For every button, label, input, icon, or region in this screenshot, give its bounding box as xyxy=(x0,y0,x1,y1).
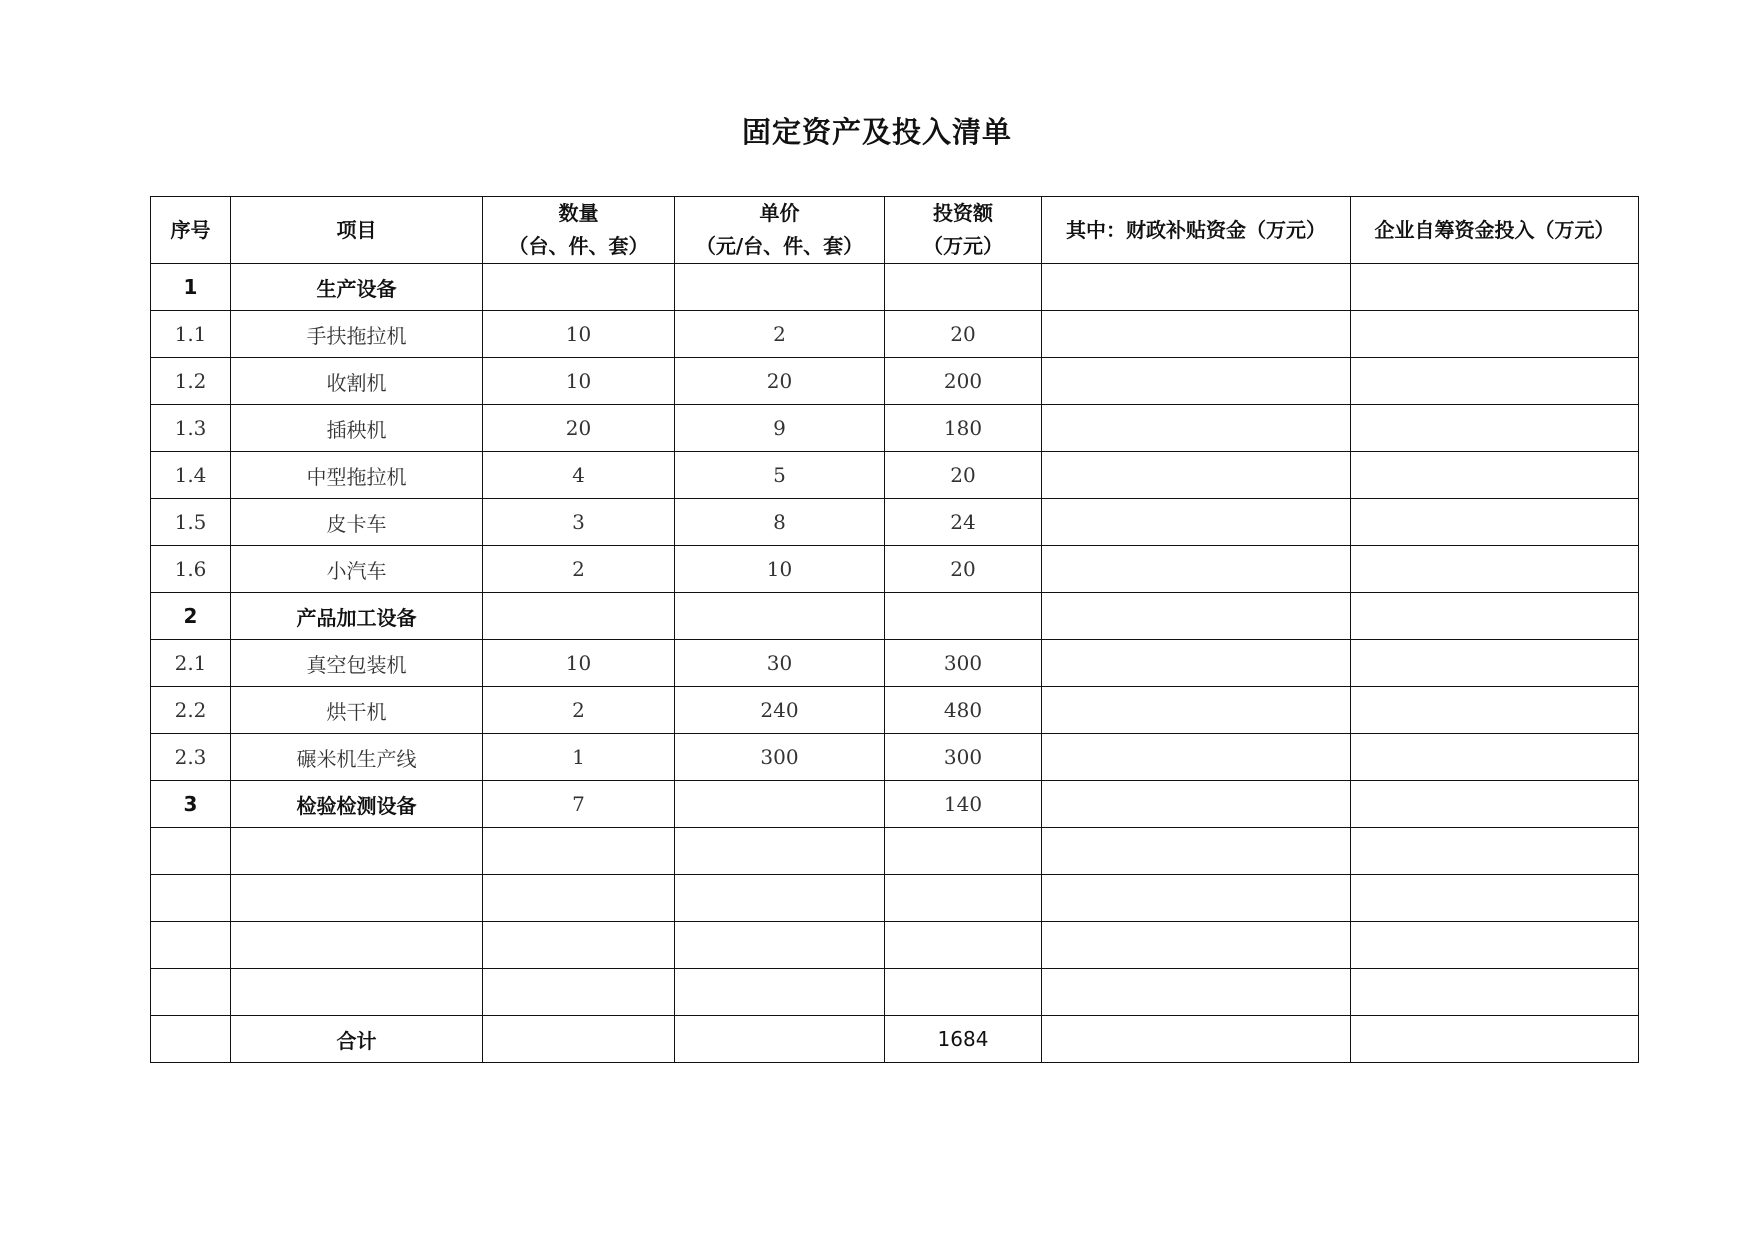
cell-price xyxy=(675,593,885,640)
cell-subsidy xyxy=(1042,640,1351,687)
cell-qty xyxy=(483,922,675,969)
cell-invest xyxy=(885,593,1042,640)
cell-price xyxy=(675,922,885,969)
cell-price: 8 xyxy=(675,499,885,546)
cell-seq: 2.3 xyxy=(151,734,231,781)
cell-subsidy xyxy=(1042,405,1351,452)
header-seq: 序号 xyxy=(151,197,231,264)
cell-invest xyxy=(885,922,1042,969)
cell-subsidy xyxy=(1042,499,1351,546)
cell-self-funded xyxy=(1351,828,1639,875)
cell-subsidy xyxy=(1042,922,1351,969)
cell-subsidy xyxy=(1042,734,1351,781)
cell-self-funded xyxy=(1351,969,1639,1016)
cell-price xyxy=(675,828,885,875)
cell-self-funded xyxy=(1351,640,1639,687)
cell-self-funded xyxy=(1351,734,1639,781)
cell-invest: 24 xyxy=(885,499,1042,546)
cell-seq: 1.4 xyxy=(151,452,231,499)
cell-qty: 3 xyxy=(483,499,675,546)
cell-self-funded xyxy=(1351,875,1639,922)
table-row xyxy=(151,734,1639,781)
header-invest-line2: （万元） xyxy=(923,234,1003,258)
cell-item: 中型拖拉机 xyxy=(231,452,483,499)
cell-item xyxy=(231,828,483,875)
asset-table xyxy=(150,196,1639,1063)
cell-self-funded xyxy=(1351,593,1639,640)
cell-invest: 300 xyxy=(885,640,1042,687)
cell-self-funded xyxy=(1351,687,1639,734)
cell-seq: 1.6 xyxy=(151,546,231,593)
cell-subsidy xyxy=(1042,828,1351,875)
cell-invest: 180 xyxy=(885,405,1042,452)
cell-seq: 1.2 xyxy=(151,358,231,405)
header-price-line2: （元/台、件、套） xyxy=(695,234,864,258)
cell-self-funded xyxy=(1351,264,1639,311)
cell-qty: 2 xyxy=(483,687,675,734)
table-row xyxy=(151,969,1639,1016)
cell-item xyxy=(231,875,483,922)
table-row xyxy=(151,640,1639,687)
cell-invest: 20 xyxy=(885,546,1042,593)
header-qty-line1: 数量 xyxy=(558,201,599,225)
cell-self-funded xyxy=(1351,546,1639,593)
cell-item: 真空包装机 xyxy=(231,640,483,687)
cell-item xyxy=(231,922,483,969)
cell-item: 产品加工设备 xyxy=(231,593,483,640)
table-row xyxy=(151,264,1639,311)
cell-qty xyxy=(483,875,675,922)
table-row xyxy=(151,499,1639,546)
header-invest-line1: 投资额 xyxy=(933,201,993,225)
table-row xyxy=(151,922,1639,969)
table-row xyxy=(151,828,1639,875)
cell-qty xyxy=(483,593,675,640)
cell-subsidy xyxy=(1042,311,1351,358)
cell-price: 30 xyxy=(675,640,885,687)
cell-item: 烘干机 xyxy=(231,687,483,734)
table-row xyxy=(151,358,1639,405)
cell-self-funded xyxy=(1351,452,1639,499)
document-title: 固定资产及投入清单 xyxy=(741,115,1012,149)
cell-invest: 140 xyxy=(885,781,1042,828)
table-row xyxy=(151,781,1639,828)
cell-seq: 1.3 xyxy=(151,405,231,452)
header-price-line1: 单价 xyxy=(759,201,800,225)
cell-item: 检验检测设备 xyxy=(231,781,483,828)
total-price-cell xyxy=(675,1016,885,1063)
cell-qty: 4 xyxy=(483,452,675,499)
total-self-funded-cell xyxy=(1351,1016,1639,1063)
cell-self-funded xyxy=(1351,358,1639,405)
cell-qty: 10 xyxy=(483,640,675,687)
cell-item: 收割机 xyxy=(231,358,483,405)
cell-qty: 7 xyxy=(483,781,675,828)
cell-invest xyxy=(885,264,1042,311)
cell-price: 300 xyxy=(675,734,885,781)
cell-self-funded xyxy=(1351,781,1639,828)
cell-subsidy xyxy=(1042,546,1351,593)
header-item: 项目 xyxy=(231,197,483,264)
cell-qty: 20 xyxy=(483,405,675,452)
table-row xyxy=(151,687,1639,734)
cell-subsidy xyxy=(1042,593,1351,640)
total-label: 合计 xyxy=(231,1016,483,1063)
cell-item: 碾米机生产线 xyxy=(231,734,483,781)
total-row xyxy=(151,1016,1639,1063)
cell-subsidy xyxy=(1042,875,1351,922)
cell-seq: 2.2 xyxy=(151,687,231,734)
cell-self-funded xyxy=(1351,922,1639,969)
cell-seq: 2 xyxy=(151,593,231,640)
table-row xyxy=(151,593,1639,640)
header-qty-line2: （台、件、套） xyxy=(508,234,649,258)
cell-invest: 200 xyxy=(885,358,1042,405)
cell-price xyxy=(675,264,885,311)
cell-seq xyxy=(151,875,231,922)
cell-item: 皮卡车 xyxy=(231,499,483,546)
cell-self-funded xyxy=(1351,405,1639,452)
cell-subsidy xyxy=(1042,452,1351,499)
cell-self-funded xyxy=(1351,499,1639,546)
header-qty xyxy=(483,197,675,264)
cell-seq: 1 xyxy=(151,264,231,311)
cell-invest xyxy=(885,875,1042,922)
cell-qty xyxy=(483,969,675,1016)
cell-seq: 3 xyxy=(151,781,231,828)
total-invest: 1684 xyxy=(885,1016,1042,1063)
cell-seq: 1.1 xyxy=(151,311,231,358)
cell-qty: 10 xyxy=(483,358,675,405)
cell-subsidy xyxy=(1042,687,1351,734)
cell-price: 5 xyxy=(675,452,885,499)
cell-item: 小汽车 xyxy=(231,546,483,593)
cell-invest: 300 xyxy=(885,734,1042,781)
table-row xyxy=(151,405,1639,452)
cell-invest: 20 xyxy=(885,311,1042,358)
total-subsidy-cell xyxy=(1042,1016,1351,1063)
cell-seq xyxy=(151,922,231,969)
header-subsidy: 其中：财政补贴资金（万元） xyxy=(1042,197,1351,264)
cell-seq xyxy=(151,969,231,1016)
cell-seq: 1.5 xyxy=(151,499,231,546)
table-row xyxy=(151,875,1639,922)
cell-qty: 10 xyxy=(483,311,675,358)
cell-self-funded xyxy=(1351,311,1639,358)
table-row xyxy=(151,546,1639,593)
cell-item: 生产设备 xyxy=(231,264,483,311)
cell-item xyxy=(231,969,483,1016)
cell-invest xyxy=(885,969,1042,1016)
cell-subsidy xyxy=(1042,264,1351,311)
cell-qty: 2 xyxy=(483,546,675,593)
cell-subsidy xyxy=(1042,969,1351,1016)
cell-price: 20 xyxy=(675,358,885,405)
cell-price: 2 xyxy=(675,311,885,358)
cell-seq: 2.1 xyxy=(151,640,231,687)
cell-invest: 480 xyxy=(885,687,1042,734)
cell-item: 手扶拖拉机 xyxy=(231,311,483,358)
cell-price xyxy=(675,875,885,922)
cell-price xyxy=(675,781,885,828)
total-qty-cell xyxy=(483,1016,675,1063)
cell-invest xyxy=(885,828,1042,875)
cell-subsidy xyxy=(1042,781,1351,828)
cell-qty xyxy=(483,264,675,311)
cell-price xyxy=(675,969,885,1016)
header-price xyxy=(675,197,885,264)
header-self-funded: 企业自筹资金投入（万元） xyxy=(1351,197,1639,264)
cell-subsidy xyxy=(1042,358,1351,405)
total-seq-cell xyxy=(151,1016,231,1063)
header-row xyxy=(151,197,1639,264)
cell-seq xyxy=(151,828,231,875)
header-invest xyxy=(885,197,1042,264)
table-row xyxy=(151,311,1639,358)
cell-price: 9 xyxy=(675,405,885,452)
cell-price: 10 xyxy=(675,546,885,593)
cell-invest: 20 xyxy=(885,452,1042,499)
table-row xyxy=(151,452,1639,499)
cell-item: 插秧机 xyxy=(231,405,483,452)
cell-qty: 1 xyxy=(483,734,675,781)
cell-price: 240 xyxy=(675,687,885,734)
cell-qty xyxy=(483,828,675,875)
